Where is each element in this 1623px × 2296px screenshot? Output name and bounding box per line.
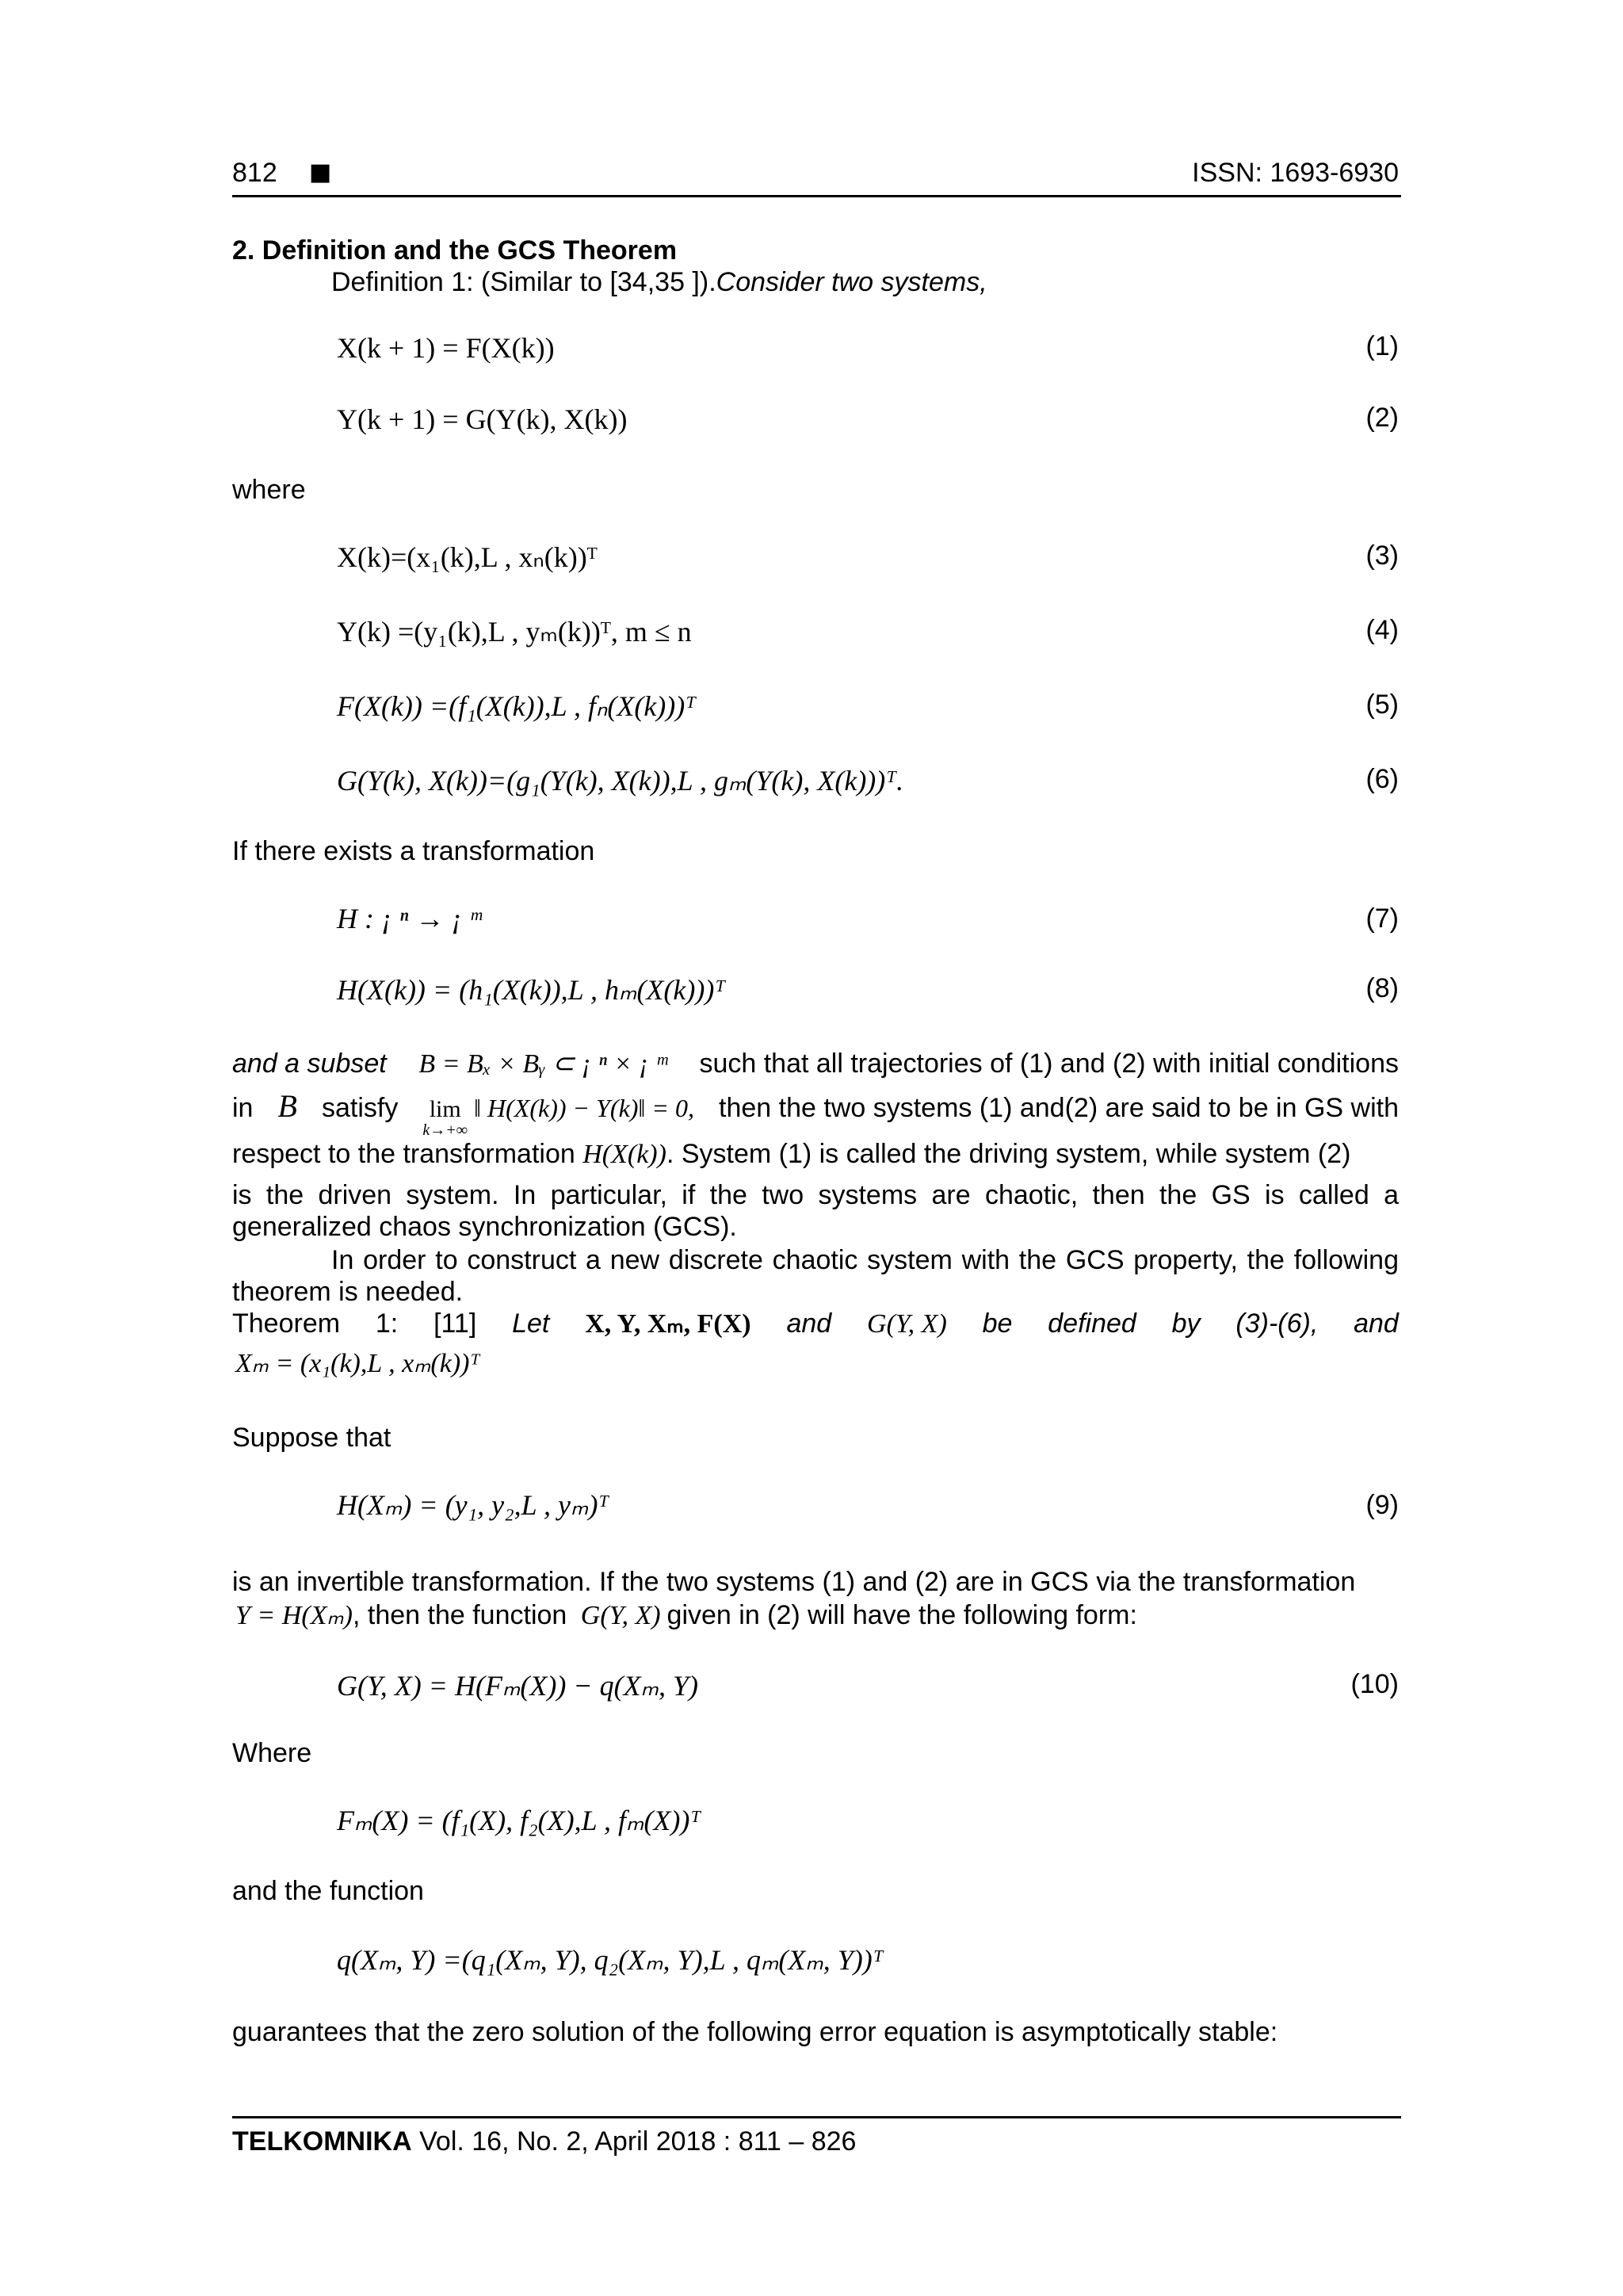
g-function-math: G(Y, X) <box>580 1601 661 1630</box>
equation-number-4: (4) <box>1365 615 1399 645</box>
equation-6: G(Y(k), X(k))=(g₁(Y(k), X(k)),L , gₘ(Y(k), X(k)))ᵀ. <box>337 765 904 797</box>
equation-4: Y(k) =(y₁(k),L , yₘ(k))ᵀ, m ≤ n <box>337 616 692 648</box>
section-title: 2. Definition and the GCS Theorem <box>232 235 678 266</box>
square-bullet: ■ <box>309 159 332 186</box>
limit-expression <box>422 1092 694 1140</box>
page-number: 812 <box>232 158 277 188</box>
subset-math: B = Bₓ × Bᵧ ⊂ ¡ ⁿ × ¡ ᵐ <box>418 1049 667 1079</box>
and-the-function: and the function <box>232 1876 424 1906</box>
header-rule <box>232 195 1401 197</box>
paragraph-2-line-1: In order to construct a new discrete chaotic system with the GCS property, the following <box>331 1245 1399 1275</box>
lim-subscript: k→+∞ <box>422 1121 468 1139</box>
theorem-defined: defined <box>1048 1308 1136 1339</box>
equation-number-10: (10) <box>1350 1669 1399 1699</box>
equation-q: q(Xₘ, Y) =(q₁(Xₘ, Y), q₂(Xₘ, Y),L , qₘ(Xₘ, Y))ᵀ <box>337 1944 884 1976</box>
equation-number-1: (1) <box>1365 331 1399 361</box>
theorem-be: be <box>982 1308 1013 1339</box>
footer-citation: Vol. 16, No. 2, April 2018 : 811 – 826 <box>419 2126 857 2157</box>
theorem-number: 1: <box>375 1308 399 1339</box>
respect-text: respect to the transformation <box>232 1139 575 1169</box>
invertible-line-2 <box>235 1599 1137 1632</box>
paragraph-1-line-2 <box>232 1088 1399 1140</box>
paragraph-1-line-3 <box>232 1138 1350 1171</box>
footer-journal: TELKOMNIKA <box>232 2126 412 2157</box>
lim-text: lim <box>429 1096 461 1122</box>
theorem-by: by <box>1171 1308 1201 1339</box>
paragraph-1-line-2-rest: then the two systems (1) and(2) are said to be in GS with <box>719 1093 1399 1123</box>
equation-2: Y(k + 1) = G(Y(k), X(k)) <box>337 403 628 435</box>
equation-number-8: (8) <box>1365 973 1399 1003</box>
given-in-text: given in (2) will have the following form: <box>666 1600 1137 1630</box>
equation-number-9: (9) <box>1365 1490 1399 1520</box>
equation-number-5: (5) <box>1365 690 1399 720</box>
paragraph-1-line-5: generalized chaos synchronization (GCS). <box>232 1212 737 1242</box>
definition-line <box>331 266 987 298</box>
equation-1: X(k + 1) = F(X(k)) <box>337 332 555 364</box>
issn: ISSN: 1693-6930 <box>1192 158 1399 188</box>
equation-10: G(Y, X) = H(Fₘ(X)) − q(Xₘ, Y) <box>337 1670 699 1702</box>
equation-3: X(k)=(x₁(k),L , xₙ(k))ᵀ <box>337 541 598 573</box>
theorem-ref: [11] <box>433 1308 477 1339</box>
set-B: B <box>277 1088 297 1124</box>
paragraph-1-line-1 <box>232 1048 1399 1080</box>
equation-number-3: (3) <box>1365 541 1399 571</box>
theorem-math-1: X, Y, Xₘ, F(X) <box>585 1309 751 1339</box>
lim-operator <box>422 1096 468 1140</box>
if-exists-text: If there exists a transformation <box>232 836 595 866</box>
theorem-range: (3)-(6), <box>1235 1308 1319 1339</box>
driving-system-text: . System (1) is called the driving system, while system (2) <box>666 1139 1351 1169</box>
limit-math: ‖ H(X(k)) − Y(k)‖ = 0, <box>474 1094 694 1122</box>
theorem-and-2: and <box>1354 1308 1399 1339</box>
invertible-line-1: is an invertible transformation. If the two systems (1) and (2) are in GCS via the transformation <box>232 1567 1356 1597</box>
footer <box>232 2126 856 2157</box>
and-a-subset: and a subset <box>232 1049 387 1079</box>
theorem-and-1: and <box>786 1308 832 1339</box>
definition-prefix: Definition 1: (Similar to [34,35 ]). <box>331 267 716 297</box>
y-equals-h: Y = H(Xₘ) <box>235 1601 353 1630</box>
theorem-let: Let <box>512 1308 550 1339</box>
footer-rule <box>232 2116 1401 2118</box>
equation-9: H(Xₘ) = (y₁, y₂,L , yₘ)ᵀ <box>337 1489 609 1521</box>
satisfy-word: satisfy <box>322 1093 399 1123</box>
transformation-math: H(X(k)) <box>582 1140 666 1169</box>
paragraph-1-line-4: is the driven system. In particular, if the two systems are chaotic, then the GS is called a <box>232 1180 1399 1210</box>
equation-7: H : ¡ ⁿ → ¡ ᵐ <box>337 903 482 934</box>
theorem-xm-definition: Xₘ = (x₁(k),L , xₘ(k))ᵀ <box>235 1349 480 1378</box>
equation-number-2: (2) <box>1365 403 1399 433</box>
theorem-label: Theorem <box>232 1308 341 1339</box>
equation-fm: Fₘ(X) = (f₁(X), f₂(X),L , fₘ(X))ᵀ <box>337 1805 701 1836</box>
where-label: where <box>232 475 306 505</box>
equation-number-7: (7) <box>1365 904 1399 934</box>
definition-italic: Consider two systems, <box>716 267 987 297</box>
then-function-text: , then the function <box>353 1600 567 1630</box>
where-label-2: Where <box>232 1738 312 1768</box>
paragraph-2-line-2: theorem is needed. <box>232 1277 464 1307</box>
equation-5: F(X(k)) =(f₁(X(k)),L , fₙ(X(k)))ᵀ <box>337 690 697 722</box>
guarantees-text: guarantees that the zero solution of the following error equation is asymptotically stable: <box>232 2017 1278 2047</box>
in-word: in <box>232 1093 254 1123</box>
equation-number-6: (6) <box>1365 764 1399 794</box>
theorem-math-2: G(Y, X) <box>867 1309 947 1339</box>
theorem-line <box>232 1308 1399 1340</box>
suppose-that: Suppose that <box>232 1423 391 1453</box>
equation-8: H(X(k)) = (h₁(X(k)),L , hₘ(X(k)))ᵀ <box>337 974 726 1006</box>
paragraph-1-line-1-rest: such that all trajectories of (1) and (2) with initial conditions <box>699 1049 1399 1079</box>
